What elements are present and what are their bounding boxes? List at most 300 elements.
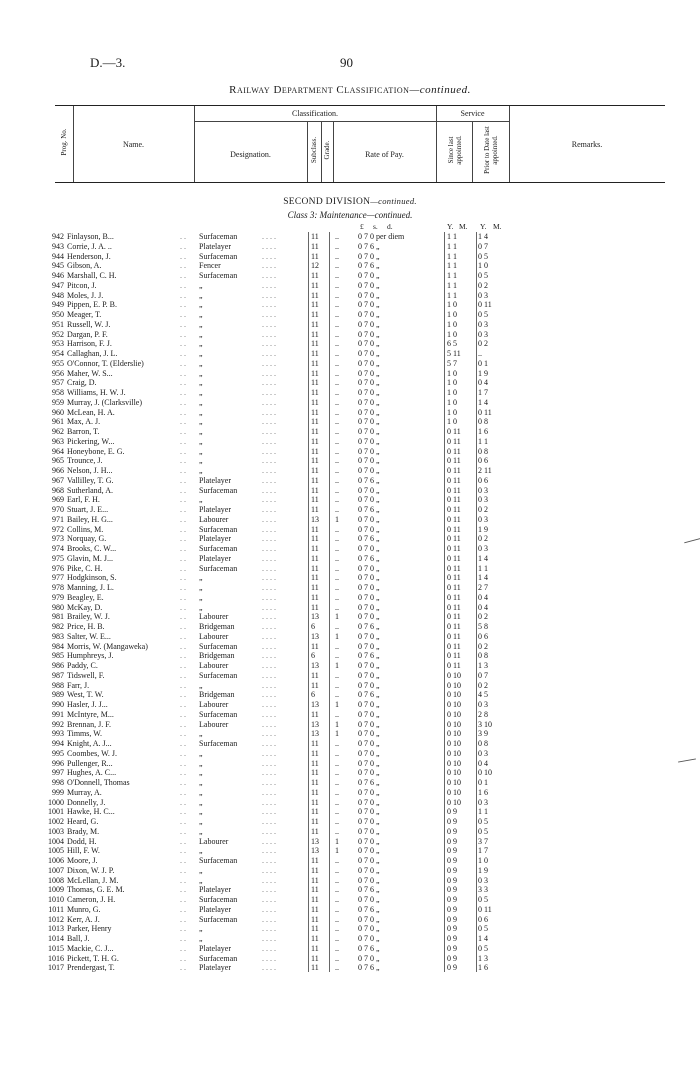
table-row [0, 534, 700, 544]
cell-designation: „ [199, 446, 203, 456]
leader-dots: . . . . [262, 466, 276, 475]
leader-dots: . . [180, 622, 186, 631]
cell-rate-of-pay: 0 7 0 „ [358, 934, 380, 943]
cell-grade: .. [335, 963, 339, 973]
leader-dots: . . . . [262, 680, 276, 690]
cell-subclass: 11 [311, 388, 319, 397]
cell-since-last: 1 1 [447, 232, 457, 241]
table-row [0, 466, 700, 476]
leader-dots: . . . . [262, 339, 276, 349]
leader-dots: . . . . [262, 807, 276, 817]
cell-prog-no: 998 [52, 778, 64, 787]
cell-designation: Bridgeman [199, 651, 235, 661]
cell-grade: .. [335, 271, 339, 280]
cell-name: Craig, D. [67, 378, 97, 388]
table-row [0, 564, 700, 574]
cell-prog-no: 968 [52, 485, 64, 495]
cell-prog-no: 981 [52, 612, 64, 622]
cell-grade: .. [335, 856, 339, 865]
cell-grade: .. [335, 690, 339, 700]
cell-rate-of-pay: 0 7 0 „ [358, 407, 380, 417]
cell-prog-no: 1000 [48, 797, 64, 807]
cell-designation: „ [199, 339, 203, 349]
cell-since-last: 1 1 [447, 251, 457, 261]
table-row [0, 388, 700, 398]
cell-name: Norquay, G. [67, 534, 107, 544]
cell-designation: Platelayer [199, 943, 231, 953]
table-row [0, 515, 700, 525]
cell-grade: .. [335, 241, 339, 251]
cell-since-last: 1 1 [447, 261, 457, 271]
table-row [0, 583, 700, 593]
cell-prog-no: 985 [52, 651, 64, 661]
cell-grade: .. [335, 378, 339, 388]
cell-prog-no: 970 [52, 505, 64, 514]
leader-dots: . . [180, 836, 186, 846]
table-row [0, 759, 700, 769]
cell-prior-to-date: 1 4 [478, 553, 488, 563]
cell-since-last: 0 10 [447, 787, 461, 797]
cell-since-last: 0 10 [447, 700, 461, 709]
cell-prior-to-date: 1 9 [478, 368, 488, 378]
leader-dots: . . [180, 232, 186, 241]
table-row [0, 300, 700, 310]
cell-subclass: 11 [311, 739, 319, 748]
cell-grade: .. [335, 368, 339, 378]
leader-dots: . . . . [262, 456, 276, 466]
cell-since-last: 0 11 [447, 631, 461, 641]
cell-since-last: 1 0 [447, 378, 457, 388]
cell-subclass: 11 [311, 241, 319, 251]
cell-designation: Bridgeman [199, 622, 235, 631]
leader-dots: . . [180, 856, 186, 865]
table-row [0, 720, 700, 730]
table-row [0, 232, 700, 242]
cell-designation: Surfaceman [199, 544, 238, 553]
cell-since-last: 0 9 [447, 846, 457, 856]
cell-prog-no: 946 [52, 271, 64, 280]
cell-name: Hawke, H. C... [67, 807, 115, 817]
leader-dots: . . [180, 690, 186, 700]
cell-name: Maher, W. S... [67, 368, 113, 378]
cell-since-last: 0 9 [447, 934, 457, 943]
cell-designation: Platelayer [199, 553, 231, 563]
cell-designation: „ [199, 680, 203, 690]
leader-dots: . . [180, 846, 186, 856]
leader-dots: . . [180, 934, 186, 943]
cell-prior-to-date: 0 11 [478, 300, 492, 310]
cell-rate-of-pay: 0 7 0 „ [358, 485, 380, 495]
cell-since-last: 0 9 [447, 817, 457, 826]
cell-subclass: 13 [311, 514, 319, 524]
cell-prior-to-date: 1 7 [478, 388, 488, 397]
cell-name: McLean, H. A. [67, 407, 115, 417]
cell-rate-of-pay: 0 7 0 „ [358, 563, 380, 573]
leader-dots: . . [180, 563, 186, 573]
cell-prog-no: 966 [52, 466, 64, 475]
cell-grade: .. [335, 709, 339, 719]
cell-rate-of-pay: 0 7 0 „ [358, 670, 380, 680]
cell-subclass: 11 [311, 290, 319, 300]
cell-designation: Surfaceman [199, 232, 238, 241]
cell-grade: .. [335, 485, 339, 495]
cell-grade: .. [335, 807, 339, 817]
cell-designation: Bridgeman [199, 690, 235, 700]
title-continued: —continued. [409, 84, 471, 96]
leader-dots: . . [180, 368, 186, 378]
cell-since-last: 0 10 [447, 680, 461, 690]
cell-since-last: 1 0 [447, 407, 457, 417]
cell-rate-of-pay: 0 7 0 „ [358, 875, 380, 885]
cell-designation: „ [199, 846, 203, 856]
table-row [0, 846, 700, 856]
cell-rate-of-pay: 0 7 0 „ [358, 602, 380, 612]
cell-name: Glavin, M. J... [67, 553, 113, 563]
cell-name: Nelson, J. H... [67, 466, 113, 475]
cell-subclass: 11 [311, 895, 319, 904]
cell-since-last: 0 11 [447, 505, 461, 514]
cell-prog-no: 959 [52, 397, 64, 407]
cell-name: Max, A. J. [67, 417, 101, 427]
cell-prog-no: 955 [52, 358, 64, 368]
cell-prior-to-date: 0 2 [478, 612, 488, 622]
cell-subclass: 11 [311, 953, 319, 963]
cell-subclass: 11 [311, 797, 319, 807]
cell-grade: .. [335, 534, 339, 544]
cell-rate-of-pay: 0 7 0 „ [358, 924, 380, 934]
cell-subclass: 11 [311, 407, 319, 417]
cell-prog-no: 1012 [48, 914, 64, 924]
leader-dots: . . . . [262, 446, 276, 456]
cell-designation: „ [199, 417, 203, 427]
cell-name: Williams, H. W. J. [67, 388, 126, 397]
cell-name: O'Connor, T. (Elderslie) [67, 358, 144, 368]
leader-dots: . . [180, 261, 186, 271]
cell-name: Kerr, A. J. [67, 914, 100, 924]
cell-subclass: 11 [311, 602, 319, 612]
cell-grade: .. [335, 943, 339, 953]
leader-dots: . . . . [262, 885, 276, 895]
cell-rate-of-pay: 0 7 0 „ [358, 388, 380, 397]
unit-months: M. [459, 222, 468, 231]
cell-prog-no: 1002 [48, 817, 64, 826]
leader-dots: . . [180, 417, 186, 427]
cell-prior-to-date: 2 7 [478, 583, 488, 592]
col-subclass: Subclass. [310, 136, 318, 164]
leader-dots: . . . . [262, 495, 276, 505]
cell-prior-to-date: 0 2 [478, 641, 488, 651]
cell-prog-no: 962 [52, 427, 64, 436]
table-row [0, 320, 700, 330]
table-row [0, 954, 700, 964]
cell-subclass: 11 [311, 904, 319, 914]
cell-name: Harrison, F. J. [67, 339, 112, 349]
col-prior-to-date: Prior to Date last appointed. [483, 126, 499, 174]
cell-name: Murray, J. (Clarksville) [67, 397, 143, 407]
cell-prog-no: 979 [52, 592, 64, 602]
cell-prior-to-date: 1 0 [478, 261, 488, 271]
cell-grade: 1 [335, 729, 339, 739]
cell-rate-of-pay: 0 7 0 „ [358, 709, 380, 719]
leader-dots: . . [180, 397, 186, 407]
cell-since-last: 0 10 [447, 709, 461, 719]
table-row [0, 495, 700, 505]
cell-grade: .. [335, 787, 339, 797]
leader-dots: . . . . [262, 826, 276, 836]
cell-name: Earl, F. H. [67, 495, 100, 505]
cell-prior-to-date: 0 3 [478, 495, 488, 505]
cell-designation: „ [199, 466, 203, 475]
cell-prog-no: 974 [52, 544, 64, 553]
cell-subclass: 11 [311, 310, 319, 319]
cell-prog-no: 986 [52, 661, 64, 670]
cell-prog-no: 948 [52, 290, 64, 300]
cell-rate-of-pay: 0 7 0 „ [358, 748, 380, 758]
cell-prog-no: 1001 [48, 807, 64, 817]
cell-prior-to-date: 0 5 [478, 817, 488, 826]
cell-name: Callaghan, J. L. [67, 349, 118, 358]
cell-since-last: 0 9 [447, 875, 457, 885]
cell-subclass: 13 [311, 846, 319, 856]
cell-subclass: 13 [311, 719, 319, 729]
cell-since-last: 1 0 [447, 397, 457, 407]
cell-grade: .. [335, 329, 339, 339]
cell-grade: .. [335, 456, 339, 466]
leader-dots: . . [180, 339, 186, 349]
cell-name: Brailey, W. J. [67, 612, 110, 622]
cell-name: Pickett, T. H. G. [67, 953, 119, 963]
cell-designation: „ [199, 934, 203, 943]
cell-subclass: 11 [311, 748, 319, 758]
unit-years: Y. [447, 222, 454, 231]
cell-designation: „ [199, 319, 203, 329]
cell-grade: .. [335, 778, 339, 787]
cell-subclass: 11 [311, 592, 319, 602]
leader-dots: . . . . [262, 514, 276, 524]
cell-grade: .. [335, 895, 339, 904]
cell-subclass: 11 [311, 934, 319, 943]
cell-designation: Platelayer [199, 885, 231, 895]
cell-since-last: 0 11 [447, 495, 461, 505]
leader-dots: . . . . [262, 739, 276, 748]
leader-dots: . . . . [262, 378, 276, 388]
cell-grade: .. [335, 904, 339, 914]
cell-rate-of-pay: 0 7 0 „ [358, 466, 380, 475]
cell-name: Sutherland, A. [67, 485, 113, 495]
cell-prog-no: 947 [52, 280, 64, 290]
cell-subclass: 11 [311, 339, 319, 349]
cell-designation: Platelayer [199, 534, 231, 544]
cell-since-last: 0 11 [447, 466, 461, 475]
cell-prior-to-date: 1 3 [478, 953, 488, 963]
leader-dots: . . [180, 388, 186, 397]
cell-name: Dargan, P. F. [67, 329, 108, 339]
leader-dots: . . . . [262, 865, 276, 875]
cell-grade: .. [335, 407, 339, 417]
cell-prog-no: 1003 [48, 826, 64, 836]
cell-prog-no: 944 [52, 251, 64, 261]
cell-prog-no: 973 [52, 534, 64, 544]
cell-subclass: 11 [311, 329, 319, 339]
cell-rate-of-pay: 0 7 0 per diem [358, 232, 405, 241]
cell-grade: .. [335, 505, 339, 514]
cell-name: Paddy, C. [67, 661, 98, 670]
cell-name: Munro, G. [67, 904, 101, 914]
cell-prog-no: 1010 [48, 895, 64, 904]
leader-dots: . . [180, 651, 186, 661]
leader-dots: . . . . [262, 651, 276, 661]
cell-grade: .. [335, 436, 339, 446]
cell-subclass: 11 [311, 885, 319, 895]
cell-prog-no: 1015 [48, 943, 64, 953]
leader-dots: . . . . [262, 505, 276, 514]
leader-dots: . . [180, 436, 186, 446]
cell-name: Cameron, J. H. [67, 895, 116, 904]
table-row [0, 895, 700, 905]
leader-dots: . . . . [262, 709, 276, 719]
leader-dots: . . . . [262, 485, 276, 495]
cell-prog-no: 969 [52, 495, 64, 505]
col-rate-of-pay: Rate of Pay. [365, 150, 404, 159]
cell-grade: .. [335, 300, 339, 310]
cell-designation: „ [199, 397, 203, 407]
table-row [0, 603, 700, 613]
leader-dots: . . [180, 661, 186, 670]
cell-grade: .. [335, 319, 339, 329]
cell-prior-to-date: 0 8 [478, 446, 488, 456]
table-row [0, 632, 700, 642]
cell-rate-of-pay: 0 7 6 „ [358, 778, 380, 787]
cell-designation: „ [199, 768, 203, 778]
cell-grade: .. [335, 758, 339, 768]
cell-grade: .. [335, 602, 339, 612]
leader-dots: . . [180, 612, 186, 622]
cell-name: Brooks, C. W... [67, 544, 117, 553]
cell-subclass: 13 [311, 612, 319, 622]
leader-dots: . . . . [262, 358, 276, 368]
cell-subclass: 11 [311, 349, 319, 358]
cell-grade: .. [335, 397, 339, 407]
cell-subclass: 11 [311, 397, 319, 407]
cell-prior-to-date: 3 9 [478, 729, 488, 739]
cell-since-last: 0 9 [447, 953, 457, 963]
cell-designation: Platelayer [199, 475, 231, 485]
section-division: SECOND DIVISION [283, 197, 371, 207]
cell-prog-no: 952 [52, 329, 64, 339]
cell-subclass: 11 [311, 553, 319, 563]
cell-name: Brennan, J. F. [67, 719, 112, 729]
cell-prior-to-date: 2 11 [478, 466, 492, 475]
cell-prog-no: 996 [52, 758, 64, 768]
cell-rate-of-pay: 0 7 6 „ [358, 622, 380, 631]
cell-prior-to-date: 0 4 [478, 378, 488, 388]
leader-dots: . . . . [262, 768, 276, 778]
cell-grade: .. [335, 797, 339, 807]
cell-prog-no: 977 [52, 573, 64, 583]
leader-dots: . . [180, 553, 186, 563]
cell-rate-of-pay: 0 7 0 „ [358, 914, 380, 924]
cell-since-last: 0 11 [447, 592, 461, 602]
cell-rate-of-pay: 0 7 0 „ [358, 378, 380, 388]
cell-designation: „ [199, 368, 203, 378]
cell-name: Beagley, E. [67, 592, 104, 602]
cell-prog-no: 983 [52, 631, 64, 641]
table-row [0, 408, 700, 418]
cell-name: Thomas, G. E. M. [67, 885, 125, 895]
leader-dots: . . . . [262, 388, 276, 397]
leader-dots: . . . . [262, 748, 276, 758]
cell-designation: Surfaceman [199, 739, 238, 748]
cell-since-last: 0 11 [447, 612, 461, 622]
cell-rate-of-pay: 0 7 0 „ [358, 436, 380, 446]
leader-dots: . . [180, 573, 186, 583]
unit-years-prior: Y. [480, 222, 487, 231]
leader-dots: . . . . [262, 612, 276, 622]
cell-since-last: 0 11 [447, 524, 461, 534]
cell-grade: .. [335, 651, 339, 661]
cell-designation: „ [199, 787, 203, 797]
cell-grade: 1 [335, 700, 339, 709]
cell-grade: 1 [335, 719, 339, 729]
leader-dots: . . [180, 865, 186, 875]
cell-subclass: 11 [311, 826, 319, 836]
cell-designation: Platelayer [199, 505, 231, 514]
leader-dots: . . [180, 378, 186, 388]
leader-dots: . . [180, 427, 186, 436]
leader-dots: . . . . [262, 397, 276, 407]
leader-dots: . . . . [262, 622, 276, 631]
cell-prior-to-date: 1 6 [478, 963, 488, 973]
cell-subclass: 11 [311, 768, 319, 778]
leader-dots: . . . . [262, 670, 276, 680]
cell-prior-to-date: 0 7 [478, 241, 488, 251]
table-row [0, 934, 700, 944]
cell-since-last: 1 1 [447, 271, 457, 280]
cell-since-last: 0 10 [447, 768, 461, 778]
cell-name: Prendergast, T. [67, 963, 115, 973]
cell-rate-of-pay: 0 7 0 „ [358, 865, 380, 875]
cell-subclass: 6 [311, 622, 315, 631]
cell-rate-of-pay: 0 7 0 „ [358, 797, 380, 807]
cell-name: Humphreys, J. [67, 651, 114, 661]
leader-dots: . . . . [262, 904, 276, 914]
table-row [0, 456, 700, 466]
cell-grade: .. [335, 622, 339, 631]
leader-dots: . . . . [262, 407, 276, 417]
cell-rate-of-pay: 0 7 6 „ [358, 534, 380, 544]
cell-since-last: 0 11 [447, 475, 461, 485]
col-remarks: Remarks. [571, 140, 603, 149]
cell-rate-of-pay: 0 7 0 „ [358, 836, 380, 846]
cell-prior-to-date: 1 1 [478, 807, 488, 817]
cell-prog-no: 992 [52, 719, 64, 729]
cell-name: Corrie, J. A. .. [67, 241, 112, 251]
cell-since-last: 0 11 [447, 622, 461, 631]
cell-rate-of-pay: 0 7 0 „ [358, 729, 380, 739]
table-row [0, 476, 700, 486]
cell-prog-no: 961 [52, 417, 64, 427]
cell-prog-no: 1008 [48, 875, 64, 885]
cell-designation: „ [199, 807, 203, 817]
leader-dots: . . . . [262, 271, 276, 280]
cell-prog-no: 989 [52, 690, 64, 700]
cell-name: Gibson, A. [67, 261, 102, 271]
cell-since-last: 1 0 [447, 368, 457, 378]
cell-since-last: 0 11 [447, 641, 461, 651]
table-row [0, 349, 700, 359]
table-header [55, 105, 665, 183]
cell-rate-of-pay: 0 7 0 „ [358, 456, 380, 466]
